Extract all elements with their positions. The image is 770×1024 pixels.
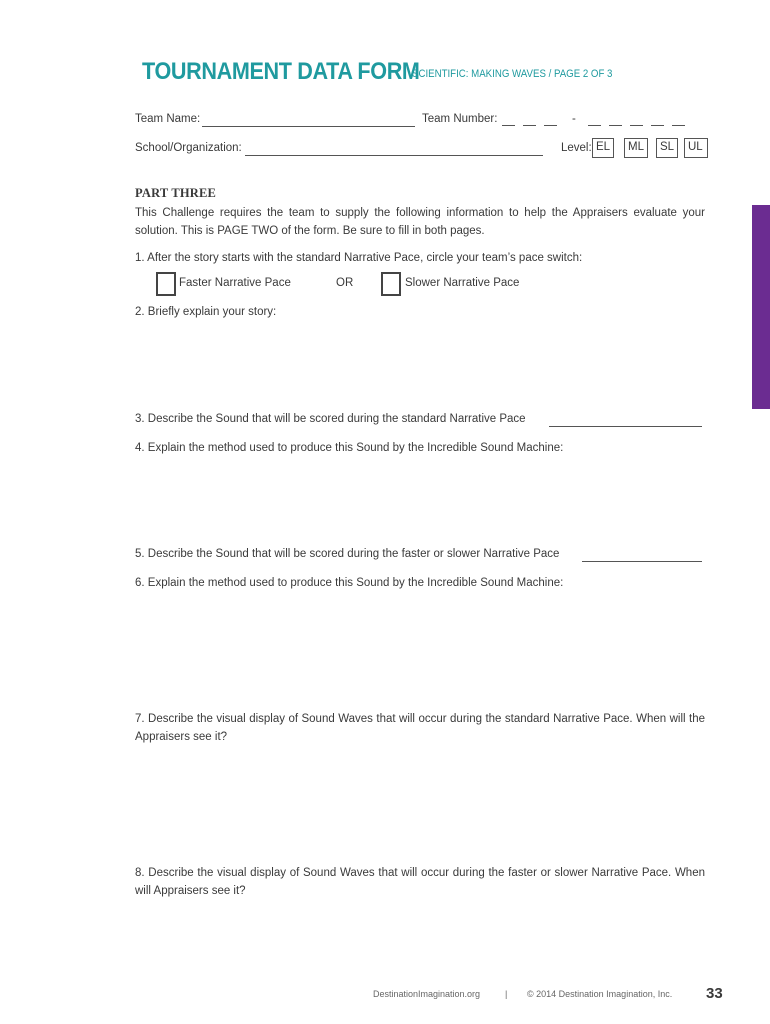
faster-pace-label: Faster Narrative Pace [179, 277, 291, 289]
question-6: 6. Explain the method used to produce this Sound by the Incredible Sound Machine: [135, 577, 564, 589]
team-name-label: Team Name: [135, 113, 201, 125]
level-option-el[interactable]: EL [592, 138, 614, 158]
team-number-digit-blank [502, 125, 515, 126]
page-number: 33 [706, 985, 723, 1002]
level-label: Level: [561, 142, 592, 154]
school-field[interactable] [245, 155, 543, 156]
answer-area-2[interactable] [135, 322, 705, 408]
level-option-sl[interactable]: SL [656, 138, 678, 158]
question-3: 3. Describe the Sound that will be scored during the standard Narrative Pace [135, 413, 526, 425]
form-subtitle: SCIENTIFIC: MAKING WAVES / PAGE 2 OF 3 [412, 68, 613, 80]
footer-separator: | [505, 989, 508, 999]
team-number-field[interactable] [500, 113, 700, 129]
team-number-digit-blank [523, 125, 536, 126]
question-8: 8. Describe the visual display of Sound Waves that will occur during the faster or slower Narrative Pace. When will Appraisers see it? [135, 867, 705, 897]
question-5: 5. Describe the Sound that will be scored during the faster or slower Narrative Pace [135, 548, 560, 560]
level-option-ul[interactable]: UL [684, 138, 708, 158]
team-number-digit-blank [544, 125, 557, 126]
team-number-label: Team Number: [422, 113, 498, 125]
answer-line-5[interactable] [582, 561, 702, 562]
form-title: TOURNAMENT DATA FORM [142, 58, 420, 85]
answer-area-4[interactable] [135, 458, 705, 544]
answer-area-6[interactable] [135, 593, 705, 708]
part-intro: This Challenge requires the team to supply the following information to help the Appraisers evaluate your solution. This is PAGE TWO of the form. Be sure to fill in both pages. [135, 207, 705, 237]
question-2: 2. Briefly explain your story: [135, 306, 277, 318]
slower-pace-label: Slower Narrative Pace [405, 277, 520, 289]
question-1: 1. After the story starts with the standard Narrative Pace, circle your team’s pace switch: [135, 252, 583, 264]
answer-area-7[interactable] [135, 748, 705, 860]
or-label: OR [336, 277, 354, 289]
level-option-ml[interactable]: ML [624, 138, 648, 158]
faster-pace-checkbox[interactable] [156, 272, 176, 296]
team-number-digit-blank [672, 125, 685, 126]
part-heading: PART THREE [135, 186, 217, 200]
school-label: School/Organization: [135, 142, 242, 154]
question-7: 7. Describe the visual display of Sound Waves that will occur during the standard Narrative Pace. When will the Appraisers see it? [135, 713, 705, 743]
footer-website: DestinationImagination.org [373, 989, 481, 999]
team-number-dash: - [572, 113, 576, 125]
team-number-digit-blank [588, 125, 601, 126]
team-name-field[interactable] [202, 126, 415, 127]
team-number-digit-blank [609, 125, 622, 126]
section-side-tab [752, 205, 770, 409]
footer-copyright: © 2014 Destination Imagination, Inc. [527, 989, 673, 999]
answer-area-8[interactable] [135, 902, 705, 977]
question-4: 4. Explain the method used to produce this Sound by the Incredible Sound Machine: [135, 442, 564, 454]
team-number-digit-blank [630, 125, 643, 126]
slower-pace-checkbox[interactable] [381, 272, 401, 296]
answer-line-3[interactable] [549, 426, 702, 427]
team-number-digit-blank [651, 125, 664, 126]
